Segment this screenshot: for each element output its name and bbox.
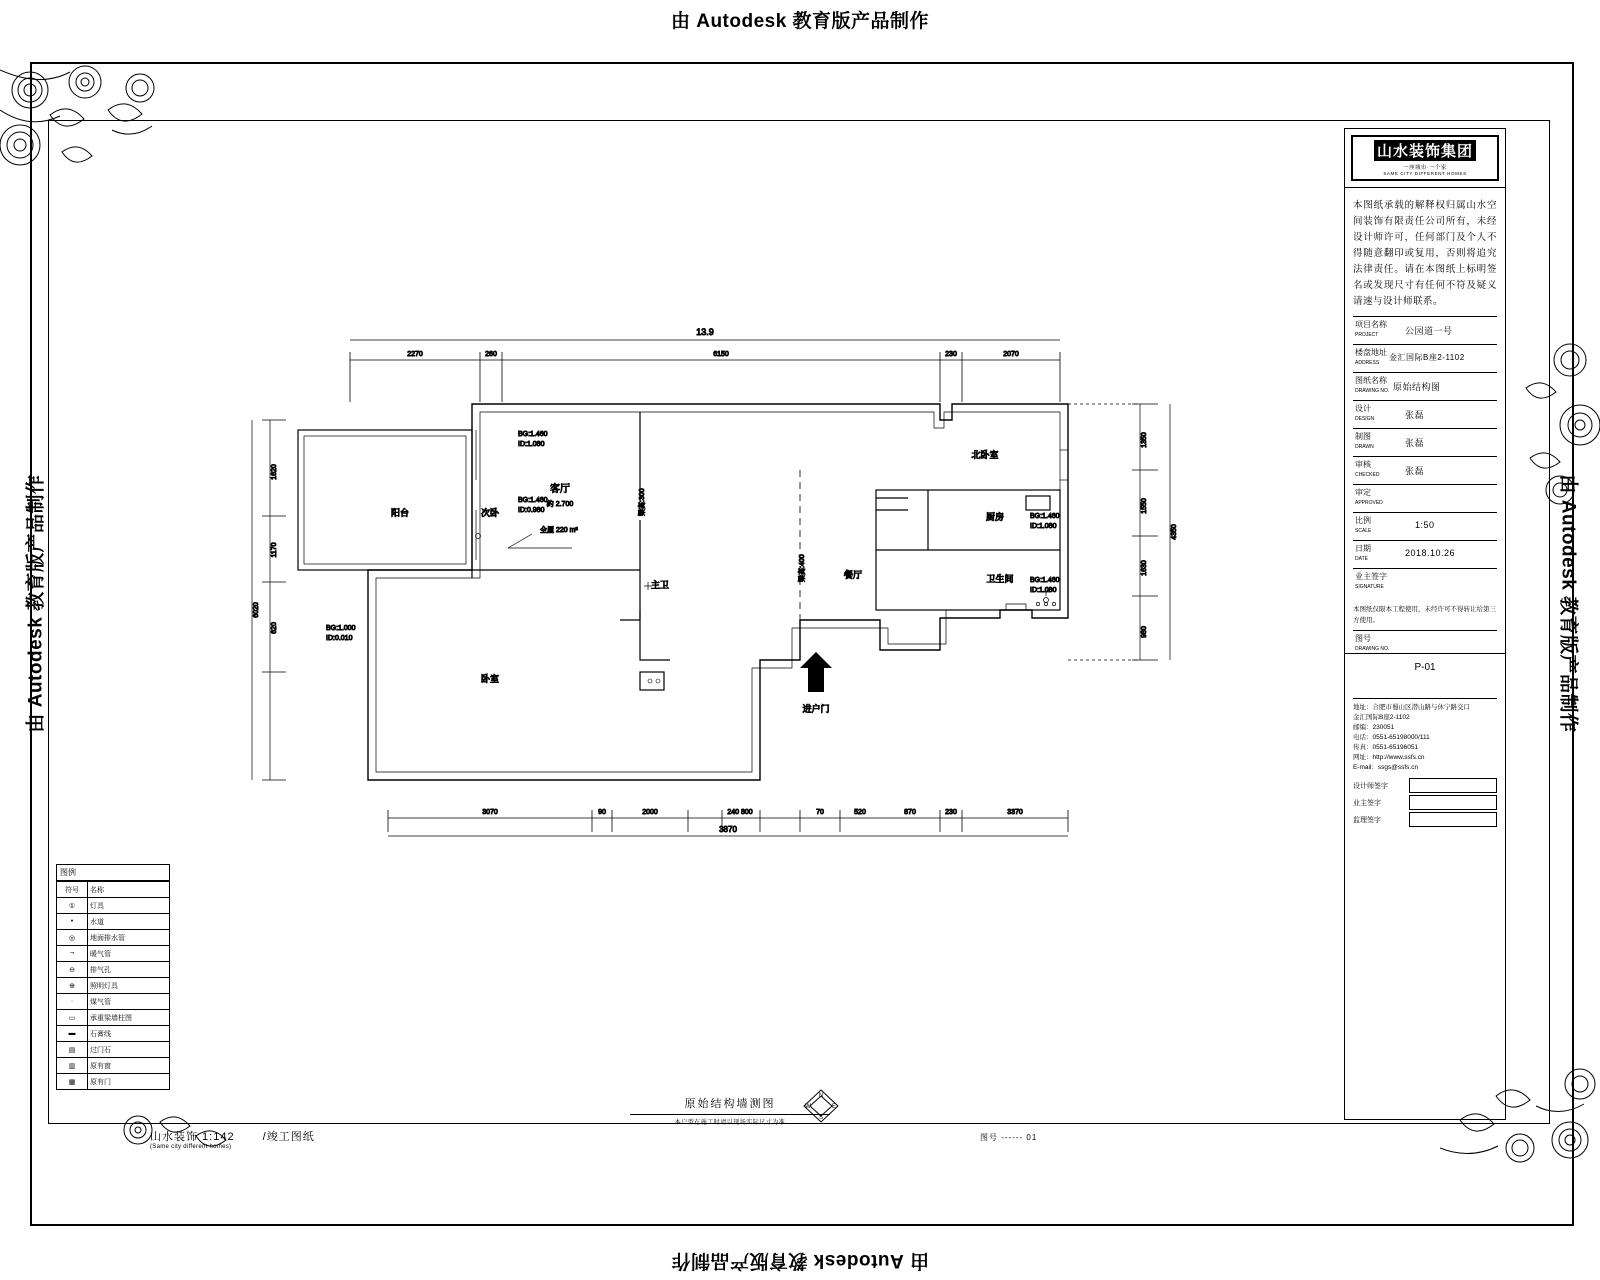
compass-e-label: E xyxy=(831,1104,837,1110)
dim-right-0: 1350 xyxy=(1141,432,1148,448)
bottom-left-logo-sub: (Same city different homes) xyxy=(150,1144,232,1150)
dim-top-1: 260 xyxy=(485,351,497,358)
legend-row xyxy=(57,1026,169,1042)
legend-row xyxy=(57,946,169,962)
room-label-master-bath: 主卫 xyxy=(650,580,670,590)
legend-row xyxy=(57,1010,169,1026)
row-scale-key-en: SCALE xyxy=(1355,528,1372,534)
row-date xyxy=(1353,540,1497,568)
logo-sub-text: 一座城市·一个家 xyxy=(1403,165,1447,171)
row-checked xyxy=(1353,456,1497,484)
row-drawing-no-key-en: DRAWING NO. xyxy=(1355,646,1390,652)
stamp-box-1[interactable] xyxy=(1409,795,1497,810)
logo-sub-en-text: SAME CITY DIFFERENT HOMES xyxy=(1383,171,1467,176)
row-drawing-name xyxy=(1353,372,1497,400)
legend-row xyxy=(57,994,169,1010)
note-kitchen-1: ID:1.080 xyxy=(1030,523,1057,530)
legend-name: 照明灯具 xyxy=(88,978,170,994)
title-block-rows xyxy=(1353,316,1497,596)
row-project-value: 公园道一号 xyxy=(1405,326,1453,336)
contact-line-5: 网址：http://www.ssfs.cn xyxy=(1353,754,1425,761)
room-label-balcony: 阳台 xyxy=(390,508,410,518)
legend-header-symbol: 符号 xyxy=(57,882,88,898)
watermark-bottom: 由 Autodesk 教育版产品制作 xyxy=(670,1250,930,1271)
dim-bottom-7: 230 xyxy=(945,809,957,816)
contact-line-4: 传真：0551-65196051 xyxy=(1353,744,1419,751)
watermark-top: 由 Autodesk 教育版产品制作 xyxy=(670,11,930,32)
watermark-left: 由 Autodesk 教育版产品制作 xyxy=(25,474,47,733)
dim-top-4: 2070 xyxy=(1003,351,1019,358)
legend-symbol: ▤ xyxy=(57,1042,88,1058)
legend-name: 水道 xyxy=(88,914,170,930)
disclaimer-note: 本图纸承载的解释权归属山水空间装饰有限责任公司所有，未经设计师许可，任何部门及个人不得随意翻印或复用，否则将追究法律责任。请在本图纸上标明签名或发现尺寸有任何不符及疑义请速与设计师联系。 xyxy=(1353,200,1497,307)
stamp-row-2[interactable] xyxy=(1353,811,1497,828)
dim-right-4: 4350 xyxy=(1171,524,1178,540)
legend-symbol: ① xyxy=(57,898,88,914)
stamp-row-1[interactable] xyxy=(1353,794,1497,811)
dim-bottom-0: 3070 xyxy=(482,809,498,816)
note-bathroom-0: BG:1.460 xyxy=(1030,577,1060,584)
label-beam-2: 梁高:400 xyxy=(799,554,806,582)
row-approved xyxy=(1353,484,1497,512)
legend-row xyxy=(57,978,169,994)
footer-note: 本图纸仅限本工程使用，未经许可不得转让给第三方使用。 xyxy=(1353,606,1496,624)
room-sub-living: 约 2.700 xyxy=(546,501,574,508)
legend-symbol: ¬ xyxy=(57,946,88,962)
room-label-bathroom: 卫生间 xyxy=(986,574,1014,584)
note-living-0: BG:1.460 xyxy=(518,431,548,438)
legend-symbol: ◎ xyxy=(57,930,88,946)
legend-row xyxy=(57,914,169,930)
row-scale-key: 比例 xyxy=(1355,516,1371,525)
contact-info xyxy=(1353,698,1497,773)
dim-bottom-3: 240 800 xyxy=(727,809,753,816)
room-label-master-bedroom: 卧室 xyxy=(480,674,500,684)
stamp-label-2: 监理签字 xyxy=(1353,816,1381,824)
stamp-box-0[interactable] xyxy=(1409,778,1497,793)
row-address-key: 楼盘地址 xyxy=(1355,348,1387,357)
row-design-value: 张磊 xyxy=(1405,410,1425,420)
drawing-no-value: P-01 xyxy=(1345,653,1505,692)
compass-w-label: W xyxy=(805,1104,811,1110)
contact-line-2: 邮编：230051 xyxy=(1353,724,1395,731)
note-master-1: ID:0.010 xyxy=(326,635,353,642)
dim-bottom-1: 90 xyxy=(598,809,606,816)
legend-name: 地面排水管 xyxy=(88,930,170,946)
dim-bottom-4: 70 xyxy=(816,809,824,816)
room-label-kitchen: 厨房 xyxy=(985,512,1005,522)
legend-row xyxy=(57,1074,169,1090)
dim-left-0: 1620 xyxy=(271,464,278,480)
compass-s-label: S xyxy=(818,1115,824,1121)
legend-row xyxy=(57,962,169,978)
bottom-left-logo-text: 山水装饰 1:142 xyxy=(150,1131,235,1143)
legend-title: 图例 xyxy=(57,865,169,881)
dim-bottom-5: 520 xyxy=(854,809,866,816)
row-drawn xyxy=(1353,428,1497,456)
entry-arrow xyxy=(800,652,832,692)
row-design-key: 设计 xyxy=(1355,404,1371,413)
stamp-row-0[interactable] xyxy=(1353,777,1497,794)
legend-header-name: 名称 xyxy=(88,882,170,898)
legend-symbol: ⊖ xyxy=(57,962,88,978)
row-checked-key: 审核 xyxy=(1355,460,1371,469)
row-checked-value: 张磊 xyxy=(1405,466,1425,476)
dim-top-2: 6150 xyxy=(713,351,729,358)
row-checked-key-en: CHECKED xyxy=(1355,472,1380,478)
legend-symbol: ▦ xyxy=(57,1074,88,1090)
row-project xyxy=(1353,316,1497,344)
room-label-dining: 餐厅 xyxy=(843,570,863,580)
contact-line-6: E-mail：ssgs@ssfs.cn xyxy=(1353,764,1419,771)
label-entry: 进户门 xyxy=(802,704,830,714)
legend-name: 暖气管 xyxy=(88,946,170,962)
drawing-caption-title: 原始结构墙测图 xyxy=(684,1098,776,1110)
dim-bottom-6: 870 xyxy=(904,809,916,816)
room-label-second-bedroom: 次卧 xyxy=(480,508,500,518)
compass-rose xyxy=(800,1088,842,1124)
contact-line-1: 金汇国际B座2-1102 xyxy=(1353,714,1410,721)
legend-name: 原有门 xyxy=(88,1074,170,1090)
row-drawing-no-key: 图号 xyxy=(1355,634,1371,643)
row-drawn-key-en: DRAWN xyxy=(1355,444,1374,450)
row-design-key-en: DESIGN xyxy=(1355,416,1375,422)
dim-top-0: 2270 xyxy=(407,351,423,358)
room-label-north-bedroom: 北卧室 xyxy=(971,450,999,460)
dim-right-1: 1550 xyxy=(1141,498,1148,514)
row-owner-signature[interactable] xyxy=(1353,568,1497,596)
row-drawn-value: 张磊 xyxy=(1405,438,1425,448)
legend-symbol: ▬ xyxy=(57,1026,88,1042)
legend-symbol: • xyxy=(57,914,88,930)
watermark-right: 由 Autodesk 教育版产品制作 xyxy=(1557,474,1579,733)
row-date-key-en: DATE xyxy=(1355,556,1368,562)
dim-bottom-8: 3370 xyxy=(1007,809,1023,816)
ornament-top-left xyxy=(0,60,180,180)
signature-stamps xyxy=(1353,777,1497,828)
legend-symbol: ▥ xyxy=(57,1058,88,1074)
row-owner-signature-key-en: SIGNATURE xyxy=(1355,584,1384,590)
legend-row xyxy=(57,930,169,946)
row-approved-key: 审定 xyxy=(1355,488,1371,497)
legend-row xyxy=(57,1042,169,1058)
legend-row xyxy=(57,898,169,914)
row-address-value: 金汇国际B座2-1102 xyxy=(1389,353,1465,362)
row-drawing-name-key: 图纸名称 xyxy=(1355,376,1387,385)
legend-name: 灯具 xyxy=(88,898,170,914)
bottom-left-logo xyxy=(150,1128,315,1150)
legend-name: 排气孔 xyxy=(88,962,170,978)
room-label-living: 客厅 xyxy=(550,484,570,495)
note-master-0: BG:1.000 xyxy=(326,625,356,632)
row-owner-signature-key: 业主签字 xyxy=(1355,572,1387,581)
row-address-key-en: ADDRESS xyxy=(1355,360,1380,366)
company-logo xyxy=(1345,129,1505,188)
row-drawn-key: 制图 xyxy=(1355,432,1371,441)
dim-top-total: 13.9 xyxy=(696,327,714,337)
drawing-caption-sub: 本户型在施工时请以现场实际尺寸为准 xyxy=(630,1114,830,1126)
row-scale xyxy=(1353,512,1497,540)
contact-line-3: 电话：0551-65198000/111 xyxy=(1353,734,1430,741)
dim-left-3: 6020 xyxy=(253,602,260,618)
label-beam-1: 梁高:300 xyxy=(639,488,646,516)
dim-left-1: 1170 xyxy=(271,542,278,558)
label-area-note: 全屋 220 m² xyxy=(540,527,578,534)
legend-symbol: · xyxy=(57,994,88,1010)
row-address xyxy=(1353,344,1497,372)
stamp-box-2[interactable] xyxy=(1409,812,1497,827)
compass-n-label: N xyxy=(818,1093,824,1099)
legend-table xyxy=(56,864,170,1090)
dim-top-3: 230 xyxy=(945,351,957,358)
dim-right-3: 980 xyxy=(1141,626,1148,638)
row-project-key: 项目名称 xyxy=(1355,320,1387,329)
legend-name: 石膏线 xyxy=(88,1026,170,1042)
row-project-key-en: PROJECT xyxy=(1355,332,1379,338)
legend-name: 过门石 xyxy=(88,1042,170,1058)
stamp-label-0: 设计师签字 xyxy=(1353,782,1388,790)
legend-name: 煤气管 xyxy=(88,994,170,1010)
note-second-0: BG:1.460 xyxy=(518,497,548,504)
bottom-right-label: 图号 ------ 01 xyxy=(980,1133,1038,1142)
legend-header-row xyxy=(57,882,169,898)
dim-right-2: 1630 xyxy=(1141,560,1148,576)
row-drawing-name-value: 原始结构图 xyxy=(1393,382,1441,392)
contact-line-0: 地址：合肥市蜀山区潜山路与休宁路交口 xyxy=(1353,704,1470,711)
note-second-1: ID:0.980 xyxy=(518,507,545,514)
row-date-key: 日期 xyxy=(1355,544,1371,553)
row-drawing-no xyxy=(1353,630,1497,653)
row-design xyxy=(1353,400,1497,428)
dim-left-2: 620 xyxy=(271,622,278,634)
dim-bottom-total: 3870 xyxy=(719,825,737,834)
bottom-left-logo-right: /竣工图纸 xyxy=(262,1131,315,1143)
note-bathroom-1: ID:1.080 xyxy=(1030,587,1057,594)
legend-symbol: ⊕ xyxy=(57,978,88,994)
stamp-label-1: 业主签字 xyxy=(1353,799,1381,807)
note-kitchen-0: BG:1.460 xyxy=(1030,513,1060,520)
floor-plan-drawing xyxy=(240,320,1340,840)
legend-name: 承重梁墙柱图 xyxy=(88,1010,170,1026)
dim-bottom-2: 2000 xyxy=(642,809,658,816)
legend-symbol: ▭ xyxy=(57,1010,88,1026)
row-drawing-name-key-en: DRAWING NO. xyxy=(1355,388,1390,394)
row-scale-value: 1:50 xyxy=(1415,520,1435,530)
legend-row xyxy=(57,1058,169,1074)
title-block xyxy=(1344,128,1506,1120)
row-date-value: 2018.10.26 xyxy=(1405,548,1456,558)
logo-main-text: 山水装饰集团 xyxy=(1374,140,1476,161)
legend-name: 原有窗 xyxy=(88,1058,170,1074)
note-living-1: ID:1.080 xyxy=(518,441,545,448)
row-approved-key-en: APPROVED xyxy=(1355,500,1383,506)
